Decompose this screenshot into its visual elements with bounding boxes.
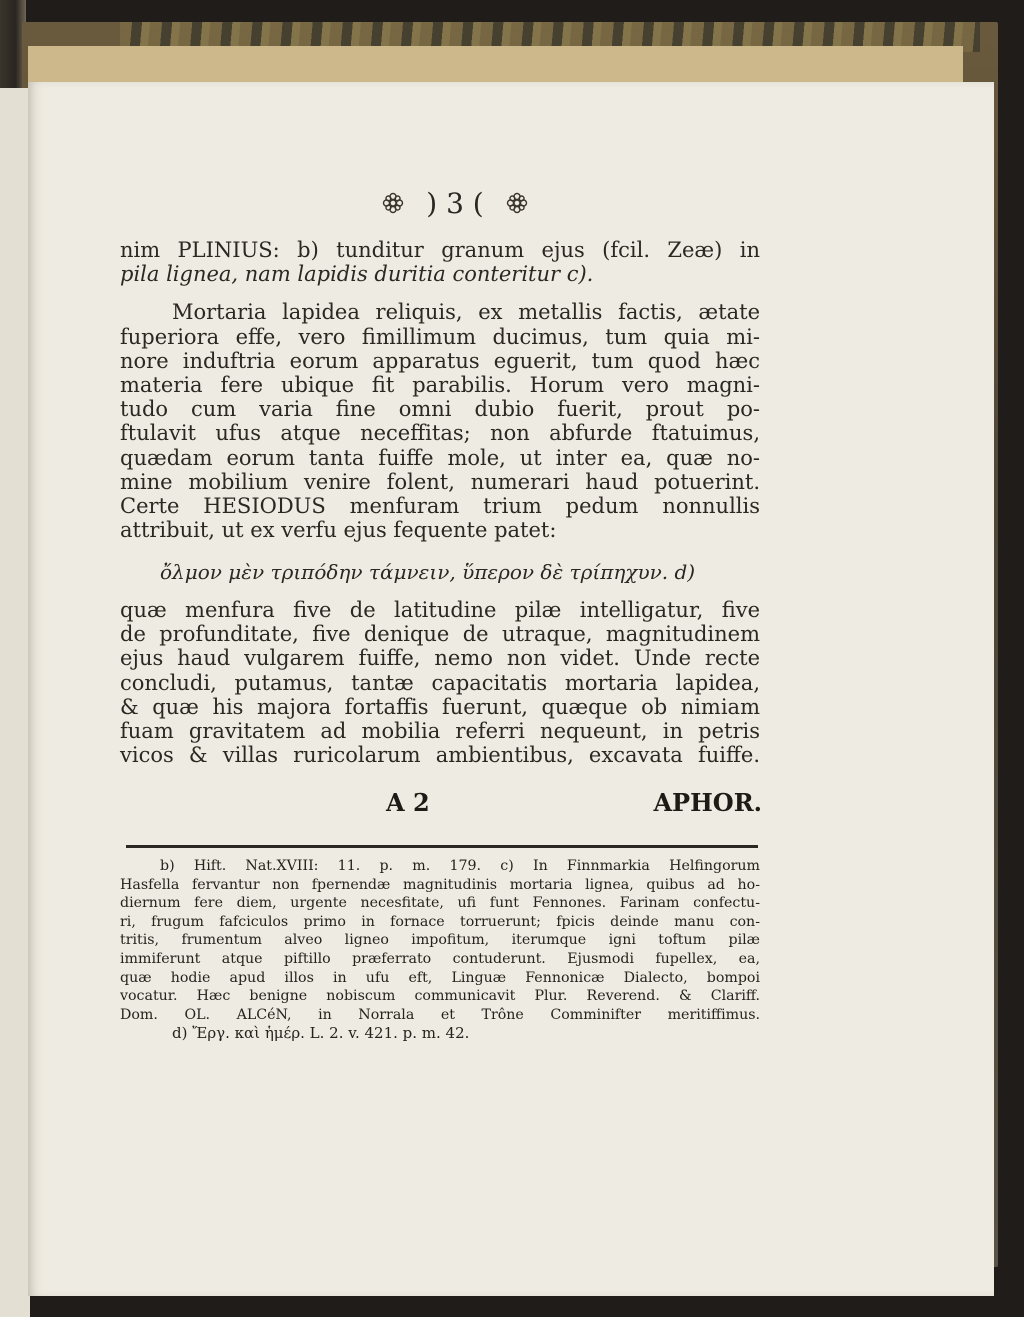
text-line: concludi, putamus, tantæ capacitatis mortaria lapidea, [120,670,760,695]
text-line: fuam gravitatem ad mobilia referri nequeunt, in petris [120,719,760,744]
text-line: quædam eorum tanta fuiffe mole, ut inter ea, quæ no- [120,445,760,470]
flower-ornament-icon [506,192,528,214]
text-line: de profunditate, five denique de utraque, magnitudinem [120,622,760,647]
footnote-line: vocatur. Hæc benigne nobiscum communicavit Plur. Reverend. & Clariff. [120,988,760,1005]
footnote-line: b) Hift. Nat.XVIII: 11. p. m. 179. c) In Finnmarkia Helfingorum [160,858,760,874]
footnote-line: quæ hodie apud illos in ufu eft, Linguæ Fennonicæ Dialecto, bompoi [120,969,760,986]
text-line: attribuit, ut ex verfu ejus fequente patet: [120,518,557,543]
text-line: Certe HESIODUS menfuram trium pedum nonnullis [120,494,760,519]
footnote-line: immiferunt atque piftillo præferrato contuderunt. Ejusmodi fupellex, ea, [120,950,760,967]
flower-ornament-icon [382,192,404,214]
text-line: vicos & villas ruricolarum ambientibus, excavata fuiffe. [120,743,760,768]
footnote-line: Hasfella fervantur non fpernendæ magnitudinis mortaria lignea, quibus ad ho- [120,876,760,893]
text-line: materia fere ubique fit parabilis. Horum vero magni- [120,373,760,398]
text-line: mine mobilium venire folent, numerari haud potuerint. [120,469,760,494]
text-line: nore induftria eorum apparatus eguerit, tum quod hæc [120,348,760,373]
text-line: pila lignea, nam lapidis duritia conteritur c). [120,262,594,287]
signature-mark: A 2 [386,788,430,817]
left-page-edge [0,88,30,1317]
page-number: ) 3 ( [426,186,484,220]
text-line: Mortaria lapidea reliquis, ex metallis factis, ætate [172,300,760,325]
main-paragraph-1 [120,238,760,542]
text-line: tudo cum varia fine omni dubio fuerit, prout po- [120,397,760,422]
footnotes [120,857,760,1043]
footnote-line: tritis, frumentum alveo ligneo impofitum, iterumque igni toftum pilæ [120,932,760,949]
footnote-line: ri, frugum fafciculos primo in fornace torruerunt; fpicis deinde manu con- [120,913,760,930]
text-line: ftulavit ufus atque neceffitas; non abfurde ftatuimus, [120,421,760,446]
text-line: ejus haud vulgarem fuiffe, nemo non videt. Unde recte [120,646,760,671]
footnote-line: d) Ἔργ. καὶ ἡμέρ. L. 2. v. 421. p. m. 42. [172,1024,470,1043]
text-line: nim PLINIUS: b) tunditur granum ejus (fcil. Zeæ) in [120,238,760,262]
page-header [120,186,760,220]
greek-verse-quote: ὄλμον μὲν τριπόδην τάμνειν, ὕπερον δὲ τρίπηχυν. d) [160,560,696,584]
text-line: quæ menfura five de latitudine pilæ intelligatur, five [120,598,760,622]
text-line: fuperiora effe, vero fimillimum ducimus, tum quia mi- [120,324,760,349]
footnote-line: diernum fere diem, urgente necesfitate, ufi funt Fennones. Farinam confectu- [120,895,760,912]
catchword: APHOR. [653,788,762,817]
page-footer-marks [120,788,762,818]
footnote-divider [126,845,758,848]
text-line: & quæ his majora fortaffis fuerunt, quæque ob nimiam [120,694,760,719]
footnote-line: Dom. OL. ALCéN, in Norrala et Trône Comminifter meritiffimus. [120,1006,760,1023]
main-paragraph-2 [120,598,760,767]
